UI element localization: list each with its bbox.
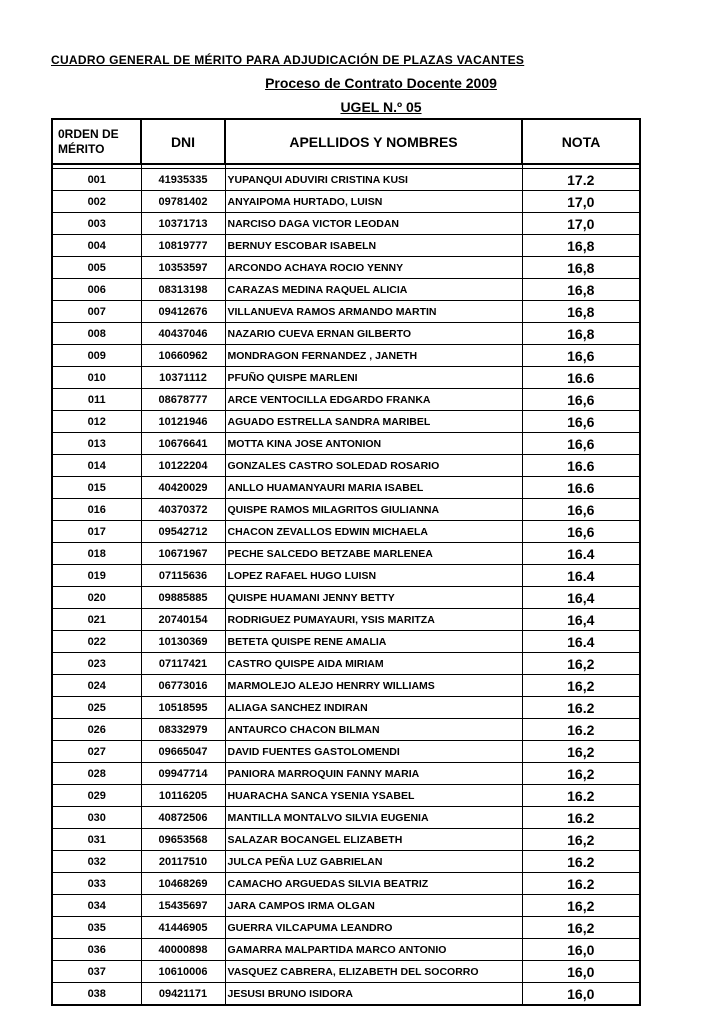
orden-cell: 029	[52, 785, 141, 807]
name-cell: ARCONDO ACHAYA ROCIO YENNY	[225, 257, 522, 279]
name-cell: QUISPE RAMOS MILAGRITOS GIULIANNA	[225, 499, 522, 521]
orden-cell: 009	[52, 345, 141, 367]
table-row	[52, 939, 640, 961]
name-cell: MANTILLA MONTALVO SILVIA EUGENIA	[225, 807, 522, 829]
name-cell: ANTAURCO CHACON BILMAN	[225, 719, 522, 741]
table-row	[52, 389, 640, 411]
dni-cell: 10819777	[141, 235, 225, 257]
orden-cell: 031	[52, 829, 141, 851]
orden-cell: 030	[52, 807, 141, 829]
dni-cell: 09885885	[141, 587, 225, 609]
dni-cell: 10371713	[141, 213, 225, 235]
table-row	[52, 169, 640, 191]
orden-cell: 012	[52, 411, 141, 433]
orden-cell: 010	[52, 367, 141, 389]
dni-cell: 10121946	[141, 411, 225, 433]
nota-cell: 16,8	[522, 323, 640, 345]
dni-cell: 40420029	[141, 477, 225, 499]
name-cell: ANLLO HUAMANYAURI MARIA ISABEL	[225, 477, 522, 499]
nota-cell: 16.6	[522, 477, 640, 499]
orden-cell: 023	[52, 653, 141, 675]
dni-cell: 09781402	[141, 191, 225, 213]
nota-cell: 16,6	[522, 433, 640, 455]
name-cell: PFUÑO QUISPE MARLENI	[225, 367, 522, 389]
orden-cell: 005	[52, 257, 141, 279]
nota-cell: 16,6	[522, 411, 640, 433]
table-row	[52, 895, 640, 917]
table-row	[52, 587, 640, 609]
dni-cell: 20740154	[141, 609, 225, 631]
nota-cell: 17,0	[522, 191, 640, 213]
dni-cell: 10671967	[141, 543, 225, 565]
orden-cell: 019	[52, 565, 141, 587]
table-row	[52, 565, 640, 587]
dni-cell: 41446905	[141, 917, 225, 939]
nota-cell: 16,2	[522, 829, 640, 851]
nota-cell: 16,2	[522, 895, 640, 917]
dni-cell: 10660962	[141, 345, 225, 367]
orden-cell: 024	[52, 675, 141, 697]
nota-cell: 16.2	[522, 851, 640, 873]
orden-cell: 006	[52, 279, 141, 301]
table-header-row	[52, 119, 640, 164]
name-cell: BERNUY ESCOBAR ISABELN	[225, 235, 522, 257]
orden-cell: 027	[52, 741, 141, 763]
nota-cell: 16,4	[522, 609, 640, 631]
table-row	[52, 279, 640, 301]
orden-cell: 036	[52, 939, 141, 961]
orden-cell: 028	[52, 763, 141, 785]
dni-cell: 40437046	[141, 323, 225, 345]
name-cell: QUISPE HUAMANI JENNY BETTY	[225, 587, 522, 609]
nota-cell: 16,4	[522, 587, 640, 609]
table-row	[52, 697, 640, 719]
orden-cell: 032	[52, 851, 141, 873]
table-body	[52, 164, 640, 1005]
table-row	[52, 433, 640, 455]
name-cell: CARAZAS MEDINA RAQUEL ALICIA	[225, 279, 522, 301]
nota-cell: 16.2	[522, 719, 640, 741]
table-row	[52, 741, 640, 763]
orden-cell: 008	[52, 323, 141, 345]
name-cell: SALAZAR BOCANGEL ELIZABETH	[225, 829, 522, 851]
dni-cell: 07117421	[141, 653, 225, 675]
name-cell: GONZALES CASTRO SOLEDAD ROSARIO	[225, 455, 522, 477]
orden-cell: 038	[52, 983, 141, 1006]
nota-cell: 16,0	[522, 939, 640, 961]
name-cell: YUPANQUI ADUVIRI CRISTINA KUSI	[225, 169, 522, 191]
name-cell: GUERRA VILCAPUMA LEANDRO	[225, 917, 522, 939]
table-row	[52, 301, 640, 323]
name-cell: AGUADO ESTRELLA SANDRA MARIBEL	[225, 411, 522, 433]
dni-cell: 10468269	[141, 873, 225, 895]
name-cell: PECHE SALCEDO BETZABE MARLENEA	[225, 543, 522, 565]
name-cell: MARMOLEJO ALEJO HENRRY WILLIAMS	[225, 675, 522, 697]
dni-cell: 10518595	[141, 697, 225, 719]
table-row	[52, 851, 640, 873]
table-row	[52, 609, 640, 631]
dni-cell: 09665047	[141, 741, 225, 763]
table-row	[52, 719, 640, 741]
nota-cell: 16,8	[522, 279, 640, 301]
orden-cell: 037	[52, 961, 141, 983]
table-row	[52, 213, 640, 235]
nota-cell: 16,8	[522, 301, 640, 323]
orden-cell: 034	[52, 895, 141, 917]
name-cell: GAMARRA MALPARTIDA MARCO ANTONIO	[225, 939, 522, 961]
dni-cell: 09653568	[141, 829, 225, 851]
dni-cell: 10353597	[141, 257, 225, 279]
table-row	[52, 191, 640, 213]
table-row	[52, 235, 640, 257]
dni-cell: 08332979	[141, 719, 225, 741]
nota-cell: 16.2	[522, 785, 640, 807]
dni-cell: 15435697	[141, 895, 225, 917]
table-row	[52, 763, 640, 785]
orden-cell: 001	[52, 169, 141, 191]
nota-cell: 17,0	[522, 213, 640, 235]
name-cell: NAZARIO CUEVA ERNAN GILBERTO	[225, 323, 522, 345]
table-row	[52, 873, 640, 895]
nota-cell: 16,2	[522, 653, 640, 675]
nota-cell: 16.2	[522, 873, 640, 895]
orden-cell: 033	[52, 873, 141, 895]
merit-table	[51, 118, 641, 1006]
name-cell: VILLANUEVA RAMOS ARMANDO MARTIN	[225, 301, 522, 323]
nota-cell: 16.6	[522, 455, 640, 477]
dni-cell: 08313198	[141, 279, 225, 301]
table-row	[52, 543, 640, 565]
orden-cell: 013	[52, 433, 141, 455]
table-row	[52, 323, 640, 345]
table-row	[52, 785, 640, 807]
name-cell: JARA CAMPOS IRMA OLGAN	[225, 895, 522, 917]
orden-cell: 018	[52, 543, 141, 565]
orden-cell: 015	[52, 477, 141, 499]
dni-cell: 08678777	[141, 389, 225, 411]
name-cell: JULCA PEÑA LUZ GABRIELAN	[225, 851, 522, 873]
table-row	[52, 345, 640, 367]
nota-cell: 16,2	[522, 763, 640, 785]
nota-cell: 16,0	[522, 983, 640, 1006]
name-cell: DAVID FUENTES GASTOLOMENDI	[225, 741, 522, 763]
dni-cell: 09412676	[141, 301, 225, 323]
nota-cell: 16,6	[522, 499, 640, 521]
name-cell: ALIAGA SANCHEZ INDIRAN	[225, 697, 522, 719]
table-row	[52, 983, 640, 1006]
header-nota: NOTA	[522, 119, 640, 164]
orden-cell: 020	[52, 587, 141, 609]
name-cell: CASTRO QUISPE AIDA MIRIAM	[225, 653, 522, 675]
table-row	[52, 257, 640, 279]
table-row	[52, 631, 640, 653]
dni-cell: 40872506	[141, 807, 225, 829]
ugel-subtitle: UGEL N.º 05	[340, 99, 422, 115]
header-dni: DNI	[141, 119, 225, 164]
nota-cell: 16,2	[522, 917, 640, 939]
nota-cell: 16.4	[522, 565, 640, 587]
table-row	[52, 367, 640, 389]
table-row	[52, 521, 640, 543]
name-cell: CAMACHO ARGUEDAS SILVIA BEATRIZ	[225, 873, 522, 895]
orden-cell: 021	[52, 609, 141, 631]
orden-cell: 003	[52, 213, 141, 235]
nota-cell: 16.4	[522, 631, 640, 653]
table-row	[52, 917, 640, 939]
orden-cell: 014	[52, 455, 141, 477]
name-cell: ARCE VENTOCILLA EDGARDO FRANKA	[225, 389, 522, 411]
dni-cell: 10676641	[141, 433, 225, 455]
table-row	[52, 455, 640, 477]
nota-cell: 16,2	[522, 741, 640, 763]
nota-cell: 17.2	[522, 169, 640, 191]
table-row	[52, 411, 640, 433]
nota-cell: 16.2	[522, 697, 640, 719]
nota-cell: 16,2	[522, 675, 640, 697]
header-orden-merito: 0RDEN DE MÉRITO	[52, 119, 141, 164]
table-row	[52, 653, 640, 675]
table-row	[52, 675, 640, 697]
dni-cell: 10610006	[141, 961, 225, 983]
orden-cell: 016	[52, 499, 141, 521]
nota-cell: 16.6	[522, 367, 640, 389]
name-cell: CHACON ZEVALLOS EDWIN MICHAELA	[225, 521, 522, 543]
name-cell: MOTTA KINA JOSE ANTONION	[225, 433, 522, 455]
name-cell: VASQUEZ CABRERA, ELIZABETH DEL SOCORRO	[225, 961, 522, 983]
dni-cell: 40000898	[141, 939, 225, 961]
nota-cell: 16,8	[522, 257, 640, 279]
orden-cell: 007	[52, 301, 141, 323]
orden-cell: 017	[52, 521, 141, 543]
table-row	[52, 807, 640, 829]
name-cell: MONDRAGON FERNANDEZ , JANETH	[225, 345, 522, 367]
dni-cell: 06773016	[141, 675, 225, 697]
dni-cell: 41935335	[141, 169, 225, 191]
orden-cell: 011	[52, 389, 141, 411]
process-subtitle: Proceso de Contrato Docente 2009	[265, 75, 497, 91]
header-apellidos-nombres: APELLIDOS Y NOMBRES	[225, 119, 522, 164]
orden-cell: 025	[52, 697, 141, 719]
dni-cell: 09947714	[141, 763, 225, 785]
nota-cell: 16,8	[522, 235, 640, 257]
dni-cell: 10116205	[141, 785, 225, 807]
name-cell: NARCISO DAGA VICTOR LEODAN	[225, 213, 522, 235]
nota-cell: 16.2	[522, 807, 640, 829]
dni-cell: 07115636	[141, 565, 225, 587]
orden-cell: 026	[52, 719, 141, 741]
dni-cell: 09542712	[141, 521, 225, 543]
dni-cell: 10122204	[141, 455, 225, 477]
nota-cell: 16,6	[522, 345, 640, 367]
name-cell: PANIORA MARROQUIN FANNY MARIA	[225, 763, 522, 785]
orden-cell: 035	[52, 917, 141, 939]
nota-cell: 16,6	[522, 521, 640, 543]
table-row	[52, 477, 640, 499]
nota-cell: 16,0	[522, 961, 640, 983]
name-cell: BETETA QUISPE RENE AMALIA	[225, 631, 522, 653]
orden-cell: 004	[52, 235, 141, 257]
nota-cell: 16.4	[522, 543, 640, 565]
name-cell: ANYAIPOMA HURTADO, LUISN	[225, 191, 522, 213]
document-title: CUADRO GENERAL DE MÉRITO PARA ADJUDICACIÓN DE PLAZAS VACANTES	[51, 53, 525, 67]
table-row	[52, 829, 640, 851]
dni-cell: 10130369	[141, 631, 225, 653]
dni-cell: 09421171	[141, 983, 225, 1006]
nota-cell: 16,6	[522, 389, 640, 411]
dni-cell: 20117510	[141, 851, 225, 873]
name-cell: LOPEZ RAFAEL HUGO LUISN	[225, 565, 522, 587]
table-row	[52, 961, 640, 983]
table-row	[52, 499, 640, 521]
orden-cell: 002	[52, 191, 141, 213]
dni-cell: 40370372	[141, 499, 225, 521]
name-cell: RODRIGUEZ PUMAYAURI, YSIS MARITZA	[225, 609, 522, 631]
name-cell: HUARACHA SANCA YSENIA YSABEL	[225, 785, 522, 807]
dni-cell: 10371112	[141, 367, 225, 389]
orden-cell: 022	[52, 631, 141, 653]
name-cell: JESUSI BRUNO ISIDORA	[225, 983, 522, 1006]
